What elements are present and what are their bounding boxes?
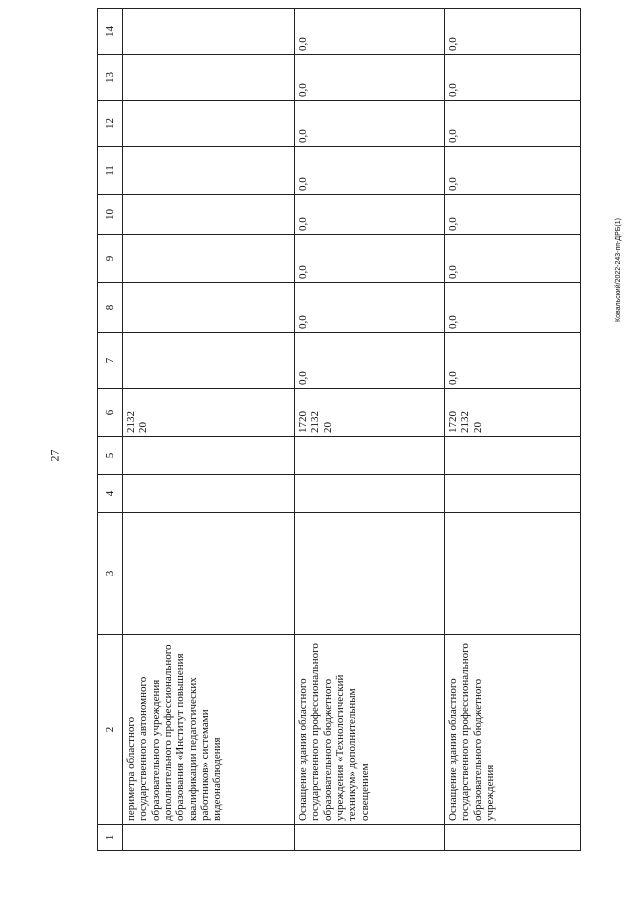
cell-col14: 0,0 (295, 9, 445, 55)
cell-col11: 0,0 (295, 147, 445, 195)
cell-col14: 0,0 (445, 9, 581, 55)
table-row (445, 9, 581, 851)
budget-table (97, 8, 581, 851)
code-line: 2132 (459, 411, 472, 433)
cell-col11: 0,0 (445, 147, 581, 195)
header-col-8: 8 (98, 283, 123, 333)
cell-col7: 0,0 (445, 333, 581, 389)
code-line: 20 (137, 422, 150, 433)
header-col-3: 3 (98, 513, 123, 635)
table-header-row (98, 9, 123, 851)
header-col-6: 6 (98, 389, 123, 437)
code-line: 1720 (297, 411, 309, 433)
cell-col7: 0,0 (295, 333, 445, 389)
cell-col14 (123, 9, 295, 55)
cell-col12: 0,0 (295, 101, 445, 147)
header-col-5: 5 (98, 437, 123, 475)
cell-name: Оснащение здания областного государственного профессионального образовательного бюджетного учреждения «Технологический техникум» дополнительным освещением (295, 635, 445, 825)
code-line: 2132 (125, 411, 137, 433)
cell-col11 (123, 147, 295, 195)
header-col-10: 10 (98, 195, 123, 235)
cell-col3 (445, 513, 581, 635)
cell-col9: 0,0 (445, 235, 581, 283)
cell-name: периметра областного государственного автономного образовательного учреждения дополнительного профессионального образования «Институт повышения квалификации педагогических работников» системами видеонаблюдения (123, 635, 295, 825)
code-line: 1720 (447, 411, 459, 433)
header-col-13: 13 (98, 55, 123, 101)
cell-col3 (295, 513, 445, 635)
cell-codes (445, 389, 581, 437)
cell-col13: 0,0 (295, 55, 445, 101)
cell-col8: 0,0 (295, 283, 445, 333)
cell-col4 (295, 475, 445, 513)
cell-col8: 0,0 (445, 283, 581, 333)
cell-num (123, 825, 295, 851)
cell-num (445, 825, 581, 851)
cell-col10: 0,0 (445, 195, 581, 235)
header-col-1: 1 (98, 825, 123, 851)
header-col-4: 4 (98, 475, 123, 513)
cell-col7 (123, 333, 295, 389)
cell-col4 (123, 475, 295, 513)
code-line: 20 (471, 422, 484, 433)
cell-num (295, 825, 445, 851)
table-container (97, 26, 581, 851)
cell-codes (295, 389, 445, 437)
cell-col5 (445, 437, 581, 475)
header-col-14: 14 (98, 9, 123, 55)
table-row (295, 9, 445, 851)
rotated-table-frame (97, 26, 581, 851)
cell-codes (123, 389, 295, 437)
cell-col13 (123, 55, 295, 101)
page-number: 27 (47, 449, 62, 462)
cell-col5 (295, 437, 445, 475)
table-row (123, 9, 295, 851)
cell-col8 (123, 283, 295, 333)
cell-col3 (123, 513, 295, 635)
cell-name: Оснащение здания областного государственного профессионального образовательного бюджетного учреждения (445, 635, 581, 825)
cell-col10: 0,0 (295, 195, 445, 235)
header-col-11: 11 (98, 147, 123, 195)
header-col-7: 7 (98, 333, 123, 389)
cell-col9 (123, 235, 295, 283)
code-line: 20 (321, 422, 334, 433)
cell-col4 (445, 475, 581, 513)
cell-col9: 0,0 (295, 235, 445, 283)
cell-col10 (123, 195, 295, 235)
cell-col5 (123, 437, 295, 475)
cell-col12 (123, 101, 295, 147)
header-col-12: 12 (98, 101, 123, 147)
document-code: Ковальский/2022-243-пп-ДРБ(1) (615, 218, 622, 322)
code-line: 2132 (309, 411, 322, 433)
header-col-2: 2 (98, 635, 123, 825)
header-col-9: 9 (98, 235, 123, 283)
cell-col13: 0,0 (445, 55, 581, 101)
cell-col12: 0,0 (445, 101, 581, 147)
